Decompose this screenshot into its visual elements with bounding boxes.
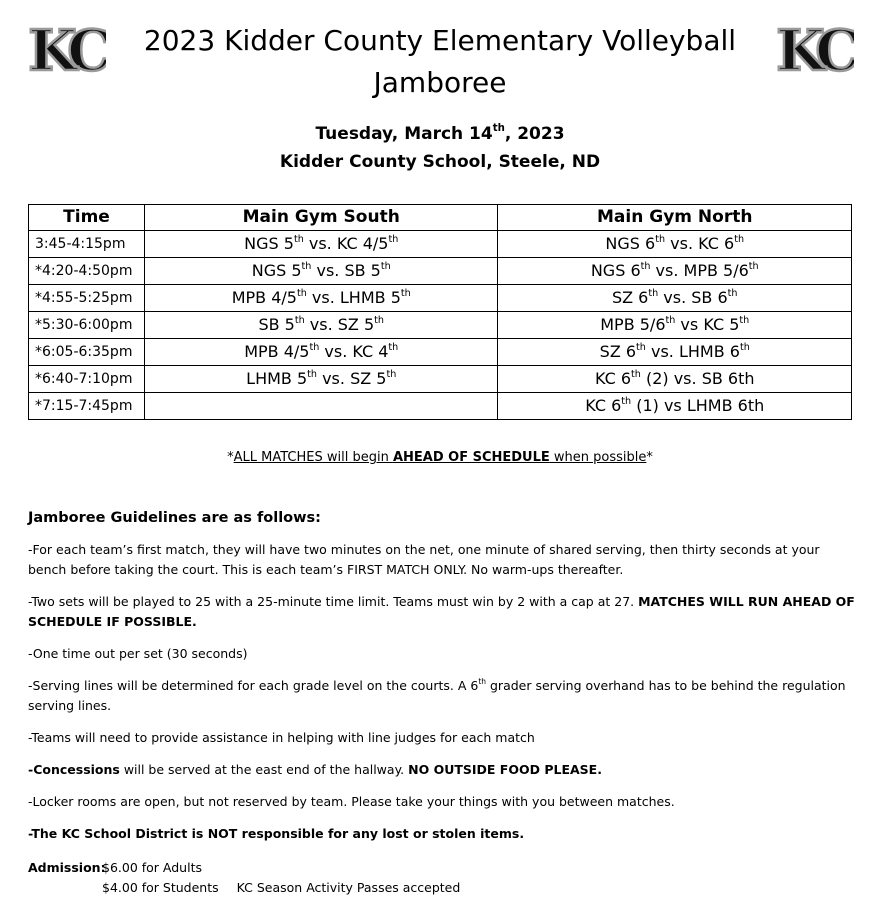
cell-time: *5:30-6:00pm xyxy=(29,312,145,339)
cell-time: *6:05-6:35pm xyxy=(29,339,145,366)
event-info xyxy=(0,120,880,176)
match-text: SZ 6 xyxy=(611,288,649,307)
date-year: , 2023 xyxy=(504,124,565,144)
grade-suffix: th xyxy=(293,233,304,245)
table-row xyxy=(29,258,852,285)
schedule-note xyxy=(0,450,880,465)
match-text: (1) vs LHMB 6th xyxy=(631,396,765,415)
table-row xyxy=(29,393,852,420)
note-part2: AHEAD OF SCHEDULE xyxy=(392,450,550,465)
guideline-responsibility-text: -The KC School District is NOT responsible for any lost or stolen items. xyxy=(28,826,525,841)
event-location: Kidder County School, Steele, ND xyxy=(279,152,601,172)
cell-north xyxy=(498,258,852,285)
cell-south xyxy=(145,285,498,312)
grade-suffix: th xyxy=(400,287,411,299)
grade-suffix: th xyxy=(665,314,676,326)
guideline-concessions xyxy=(28,760,858,780)
table-row xyxy=(29,366,852,393)
match-text: vs. SB 6 xyxy=(658,288,728,307)
cell-north xyxy=(498,339,852,366)
guideline-concessions-dash: - xyxy=(28,762,34,777)
grade-suffix: th xyxy=(734,233,745,245)
cell-north xyxy=(498,285,852,312)
admission-info xyxy=(28,858,858,898)
table-header-row xyxy=(29,205,852,231)
cell-time: 3:45-4:15pm xyxy=(29,231,145,258)
match-text: (2) vs. SB 6th xyxy=(640,369,755,388)
match-text: vs. KC 4/5 xyxy=(303,234,389,253)
guidelines-section xyxy=(28,508,858,898)
cell-south xyxy=(145,366,498,393)
page-title xyxy=(120,20,760,104)
date-suffix: th xyxy=(492,123,505,135)
table-row xyxy=(29,339,852,366)
match-text: SZ 6 xyxy=(599,342,637,361)
grade-suffix: th xyxy=(301,260,312,272)
guideline-locker-rooms: -Locker rooms are open, but not reserved by team. Please take your things with you between matches. xyxy=(28,794,675,809)
match-text: KC 6 xyxy=(594,369,632,388)
admission-row-students xyxy=(28,878,858,898)
schedule-body xyxy=(29,231,852,420)
match-text: MPB 5/6 xyxy=(600,315,666,334)
guideline-line-judges: -Teams will need to provide assistance in helping with line judges for each match xyxy=(28,730,535,745)
grade-suffix: th xyxy=(374,314,384,326)
match-text: NGS 5 xyxy=(244,234,294,253)
grade-suffix: th xyxy=(636,341,646,353)
admission-passes: KC Season Activity Passes accepted xyxy=(236,880,461,895)
header-time: Time xyxy=(29,205,145,231)
match-text: KC 6 xyxy=(585,396,622,415)
admission-spacer xyxy=(28,878,102,898)
match-text: NGS 5 xyxy=(251,261,302,280)
note-star-end: * xyxy=(646,450,653,465)
match-text: vs. KC 6 xyxy=(665,234,735,253)
match-text: vs. MPB 5/6 xyxy=(650,261,749,280)
kc-logo-right xyxy=(774,16,854,82)
match-text: vs. KC 4 xyxy=(319,342,389,361)
grade-suffix: th xyxy=(727,287,738,299)
note-part1: ALL MATCHES will begin xyxy=(233,450,393,465)
cell-south xyxy=(145,393,498,420)
grade-suffix: th xyxy=(739,314,750,326)
grade-suffix: th xyxy=(640,260,651,272)
cell-north xyxy=(498,312,852,339)
cell-south xyxy=(145,312,498,339)
table-row xyxy=(29,285,852,312)
note-part3: when possible xyxy=(549,450,647,465)
guideline-serving-pre: -Serving lines will be determined for each grade level on the courts. A 6 xyxy=(28,678,479,693)
logo-text: KC xyxy=(776,18,852,82)
guideline-serving-sup: th xyxy=(478,677,487,687)
grade-suffix: th xyxy=(386,368,397,380)
match-text: vs. SB 5 xyxy=(311,261,381,280)
guideline-warmup: -For each team’s first match, they will have two minutes on the net, one minute of shared serving, then thirty seconds at your bench before taking the court. This is each team’s FIRST MATCH ONLY. No warm-ups thereafter. xyxy=(28,542,820,577)
cell-south xyxy=(145,231,498,258)
grade-suffix: th xyxy=(380,260,391,272)
guideline-concessions-text: will be served at the east end of the hallway. xyxy=(119,762,409,777)
grade-suffix: th xyxy=(655,233,666,245)
cell-north xyxy=(498,393,852,420)
logo-text: KC xyxy=(28,18,104,82)
guideline-concessions-food: NO OUTSIDE FOOD PLEASE. xyxy=(408,762,602,777)
date-text: Tuesday, March 14 xyxy=(315,124,493,144)
cell-time: *7:15-7:45pm xyxy=(29,393,145,420)
match-text: LHMB 5 xyxy=(246,369,308,388)
guideline-concessions-bold: Concessions xyxy=(33,762,120,777)
admission-label: Admission: xyxy=(28,860,106,875)
cell-time: *6:40-7:10pm xyxy=(29,366,145,393)
schedule-table xyxy=(28,204,852,420)
grade-suffix: th xyxy=(739,341,750,353)
title-line-1: 2023 Kidder County Elementary Volleyball xyxy=(143,24,737,57)
guideline-sets-text: -Two sets will be played to 25 with a 25-minute time limit. Teams must win by 2 with a cap at 27. xyxy=(28,594,639,609)
match-text: vs KC 5 xyxy=(675,315,740,334)
match-text: vs. LHMB 5 xyxy=(306,288,401,307)
table-row xyxy=(29,312,852,339)
cell-north xyxy=(498,366,852,393)
cell-south xyxy=(145,339,498,366)
match-text: vs. LHMB 6 xyxy=(645,342,740,361)
match-text: SB 5 xyxy=(258,315,295,334)
grade-suffix: th xyxy=(307,368,317,380)
cell-south xyxy=(145,258,498,285)
guideline-timeout: -One time out per set (30 seconds) xyxy=(28,646,248,661)
header-north: Main Gym North xyxy=(498,205,852,231)
cell-time: *4:20-4:50pm xyxy=(29,258,145,285)
guideline-sets-bold: MATCHES WILL RUN AHEAD OF SCHEDULE IF POSSIBLE. xyxy=(28,594,855,629)
event-date xyxy=(0,120,880,148)
guideline-serving-post: grader serving overhand has to be behind the regulation serving lines. xyxy=(28,678,846,713)
match-text: NGS 6 xyxy=(590,261,641,280)
grade-suffix: th xyxy=(648,287,659,299)
guideline-sets xyxy=(28,592,858,632)
guideline-serving xyxy=(28,676,858,716)
cell-time: *4:55-5:25pm xyxy=(29,285,145,312)
grade-suffix: th xyxy=(309,341,320,353)
header-south: Main Gym South xyxy=(145,205,498,231)
grade-suffix: th xyxy=(388,341,399,353)
match-text: NGS 6 xyxy=(605,234,656,253)
kc-logo-left xyxy=(26,16,106,82)
guideline-responsibility xyxy=(28,824,858,844)
grade-suffix: th xyxy=(621,395,632,407)
title-line-2: Jamboree xyxy=(373,66,507,99)
grade-suffix: th xyxy=(631,368,641,380)
table-row xyxy=(29,231,852,258)
note-star: * xyxy=(227,450,234,465)
grade-suffix: th xyxy=(294,314,305,326)
guidelines-heading: Jamboree Guidelines are as follows: xyxy=(28,510,321,526)
grade-suffix: th xyxy=(748,260,759,272)
match-text: MPB 4/5 xyxy=(231,288,297,307)
admission-row-adults xyxy=(28,858,858,878)
match-text: vs. SZ 5 xyxy=(304,315,375,334)
admission-students: $4.00 for Students xyxy=(102,880,219,895)
grade-suffix: th xyxy=(296,287,307,299)
grade-suffix: th xyxy=(388,233,399,245)
match-text: MPB 4/5 xyxy=(244,342,310,361)
match-text: vs. SZ 5 xyxy=(317,369,387,388)
cell-north xyxy=(498,231,852,258)
admission-adults: $6.00 for Adults xyxy=(102,860,202,875)
